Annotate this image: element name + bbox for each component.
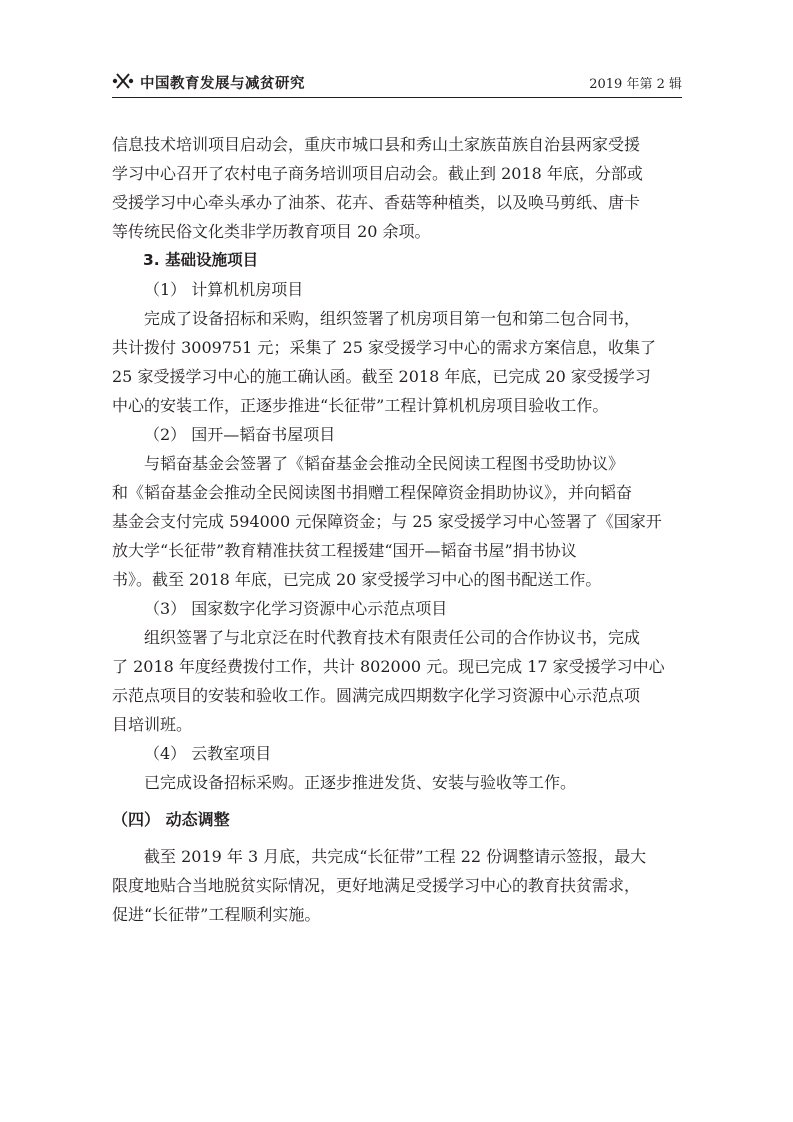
- text-line: 和《韬奋基金会推动全民阅读图书捐赠工程保障资金捐助协议》，并向韬奋: [112, 483, 633, 502]
- text-line: 信息技术培训项目启动会，重庆市城口县和秀山土家族苗族自治县两家受援: [112, 135, 641, 154]
- section-heading-dynamic-adjustment: （四） 动态调整: [112, 810, 230, 829]
- text-line: 学习中心召开了农村电子商务培训项目启动会。截止到 2018 年底，分部或: [112, 164, 643, 183]
- text-line: 组织签署了与北京泛在时代教育技术有限责任公司的合作协议书，完成: [144, 628, 641, 647]
- paragraph-dynamic-adjustment: [112, 842, 682, 929]
- item-heading-digital-center: （3） 国家数字化学习资源中心示范点项目: [144, 599, 448, 618]
- paragraph-computer-lab: [112, 304, 682, 420]
- page-body: [112, 130, 682, 929]
- issue-number: 2019 年第 2 辑: [589, 77, 682, 92]
- paragraph-bookstore: [112, 449, 682, 594]
- text-line: 放大学“长征带”教育精准扶贫工程援建“国开—韬奋书屋”捐书协议: [112, 541, 577, 560]
- paragraph-continued: [112, 130, 682, 246]
- paragraph-digital-center: [112, 623, 682, 739]
- journal-title: 中国教育发展与减贫研究: [140, 76, 305, 92]
- header-rule: [112, 97, 682, 98]
- text-line: 目培训班。: [112, 715, 193, 734]
- text-line: 等传统民俗文化类非学历教育项目 20 余项。: [112, 222, 431, 241]
- subheading-infrastructure: 3. 基础设施项目: [143, 251, 259, 269]
- running-header: [112, 68, 682, 96]
- text-line: 中心的安装工作，正逐步推进“长征带”工程计算机机房项目验收工作。: [112, 396, 609, 415]
- text-line: 受援学习中心牵头承办了油茶、花卉、香菇等种植类，以及唤马剪纸、唐卡: [112, 193, 641, 212]
- text-line: 截至 2019 年 3 月底，共完成“长征带”工程 22 份调整请示签报，最大: [144, 847, 647, 866]
- text-line: 书》。截至 2018 年底，已完成 20 家受援学习中心的图书配送工作。: [112, 570, 602, 589]
- text-line: 共计拨付 3009751 元；采集了 25 家受援学习中心的需求方案信息，收集了: [112, 338, 656, 357]
- text-line: 促进“长征带”工程顺利实施。: [112, 905, 321, 924]
- text-line: 限度地贴合当地脱贫实际情况，更好地满足受援学习中心的教育扶贫需求，: [112, 876, 641, 895]
- item-heading-computer-lab: （1） 计算机机房项目: [144, 280, 304, 299]
- journal-logo-icon: [112, 71, 134, 91]
- item-heading-bookstore: （2） 国开—韬奋书屋项目: [144, 425, 336, 444]
- text-line: 已完成设备招标采购。正逐步推进发货、安装与验收等工作。: [144, 773, 577, 792]
- text-line: 完成了设备招标和采购，组织签署了机房项目第一包和第二包合同书，: [144, 309, 641, 328]
- text-line: 与韬奋基金会签署了《韬奋基金会推动全民阅读工程图书受助协议》: [144, 454, 625, 473]
- paragraph-cloud-classroom: [112, 768, 682, 797]
- text-line: 基金会支付完成 594000 元保障资金；与 25 家受援学习中心签署了《国家开: [112, 512, 662, 531]
- text-line: 了 2018 年度经费拨付工作，共计 802000 元。现已完成 17 家受援学习中心: [112, 657, 665, 676]
- text-line: 示范点项目的安装和验收工作。圆满完成四期数字化学习资源中心示范点项: [112, 686, 641, 705]
- item-heading-cloud-classroom: （4） 云教室项目: [144, 744, 272, 763]
- text-line: 25 家受援学习中心的施工确认函。截至 2018 年底，已完成 20 家受援学习: [112, 367, 651, 386]
